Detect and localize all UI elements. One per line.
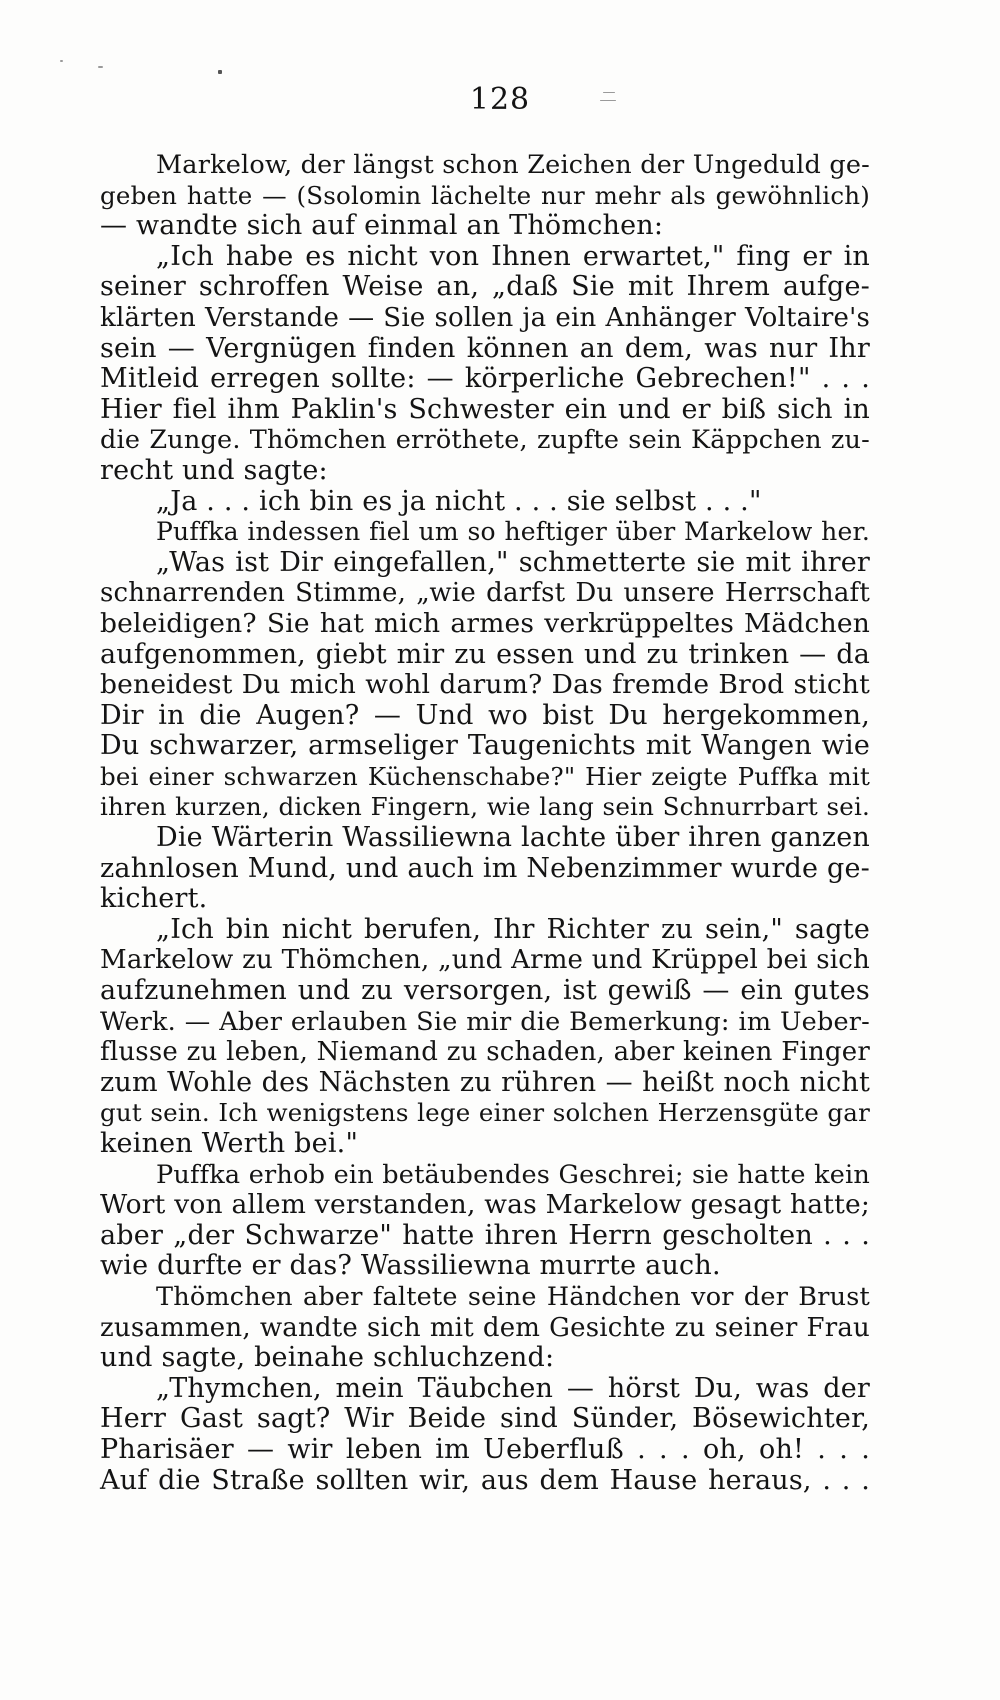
page-number: 128 (469, 82, 531, 117)
text-line: Dir in die Augen? — Und wo bist Du hergekommen, (100, 699, 870, 731)
text-line: „Thymchen, mein Täubchen — hörst Du, was der (156, 1372, 870, 1404)
text-line: Markelow zu Thömchen, „und Arme und Krüppel bei sich (100, 945, 870, 976)
text-line: ihren kurzen, dicken Fingern, wie lang sein Schnurrbart sei. (100, 792, 870, 822)
text-line: Werk. — Aber erlauben Sie mir die Bemerkung: im Ueber- (100, 1006, 870, 1037)
paper-speck (218, 70, 222, 74)
text-line: Wort von allem verstanden, was Markelow gesagt hatte; (100, 1189, 870, 1221)
text-line: beleidigen? Sie hat mich armes verkrüppeltes Mädchen (100, 607, 870, 639)
text-line: Die Wärterin Wassiliewna lachte über ihren ganzen (156, 822, 870, 854)
text-line: Mitleid erregen sollte: — körperliche Gebrechen!" . . . (100, 363, 870, 395)
text-line: aufzunehmen und zu versorgen, ist gewiß — ein gutes (100, 975, 870, 1007)
text-line: recht und sagte: (100, 454, 328, 486)
text-line: Hier fiel ihm Paklin's Schwester ein und er biß sich in (100, 393, 870, 425)
text-line: kichert. (100, 883, 208, 915)
paper-speck (98, 66, 103, 68)
text-line: keinen Werth bei." (100, 1128, 359, 1159)
text-line: aber „der Schwarze" hatte ihren Herrn gescholten . . . (100, 1219, 870, 1251)
text-line: Auf die Straße sollten wir, aus dem Hause heraus, . . . (100, 1464, 870, 1496)
text-line: Markelow, der längst schon Zeichen der Ungeduld ge- (156, 150, 870, 180)
text-line: klärten Verstande — Sie sollen ja ein Anhänger Voltaire's (100, 302, 870, 333)
paper-speck (60, 60, 63, 62)
text-line: Herr Gast sagt? Wir Beide sind Sünder, Bösewichter, (100, 1403, 870, 1435)
text-line: gut sein. Ich wenigstens lege einer solchen Herzensgüte gar (100, 1098, 870, 1128)
text-line: Pharisäer — wir leben im Ueberfluß . . . oh, oh! . . . (100, 1433, 870, 1465)
text-line: geben hatte — (Ssolomin lächelte nur mehr als gewöhnlich) (100, 180, 870, 210)
text-line: Thömchen aber faltete seine Händchen vor der Brust (156, 1281, 870, 1312)
text-line: aufgenommen, giebt mir zu essen und zu trinken — da (100, 638, 870, 670)
text-line: — wandte sich auf einmal an Thömchen: (100, 210, 664, 242)
body-text (100, 150, 870, 1496)
text-line: bei einer schwarzen Küchenschabe?" Hier zeigte Puffka mit (100, 761, 870, 791)
text-line: zum Wohle des Nächsten zu rühren — heißt noch nicht (100, 1066, 870, 1098)
text-line: Puffka indessen fiel um so heftiger über Markelow her. (156, 517, 870, 547)
text-line: flusse zu leben, Niemand zu schaden, aber keinen Finger (100, 1037, 870, 1068)
text-line: die Zunge. Thömchen erröthete, zupfte sein Käppchen zu- (100, 425, 870, 456)
text-line: „Ich habe es nicht von Ihnen erwartet," fing er in (156, 240, 870, 272)
text-line: sein — Vergnügen finden können an dem, was nur Ihr (100, 332, 870, 364)
text-line: seiner schroffen Weise an, „daß Sie mit Ihrem aufge- (100, 271, 870, 303)
text-line: zahnlosen Mund, und auch im Nebenzimmer wurde ge- (100, 852, 870, 884)
text-line: „Was ist Dir eingefallen," schmetterte sie mit ihrer (156, 546, 870, 578)
text-line: Du schwarzer, armseliger Taugenichts mit Wangen wie (100, 730, 870, 762)
text-line: zusammen, wandte sich mit dem Gesichte zu seiner Frau (100, 1312, 870, 1343)
text-line: Puffka erhob ein betäubendes Geschrei; sie hatte kein (156, 1159, 870, 1190)
text-line: „Ja . . . ich bin es ja nicht . . . sie selbst . . ." (156, 485, 762, 517)
text-line: „Ich bin nicht berufen, Ihr Richter zu sein," sagte (156, 913, 870, 945)
text-line: wie durfte er das? Wassiliewna murrte auch. (100, 1250, 721, 1282)
text-line: und sagte, beinahe schluchzend: (100, 1342, 555, 1374)
text-line: beneidest Du mich wohl darum? Das fremde Brod sticht (100, 669, 870, 701)
text-line: schnarrenden Stimme, „wie darfst Du unsere Herrschaft (100, 578, 870, 609)
